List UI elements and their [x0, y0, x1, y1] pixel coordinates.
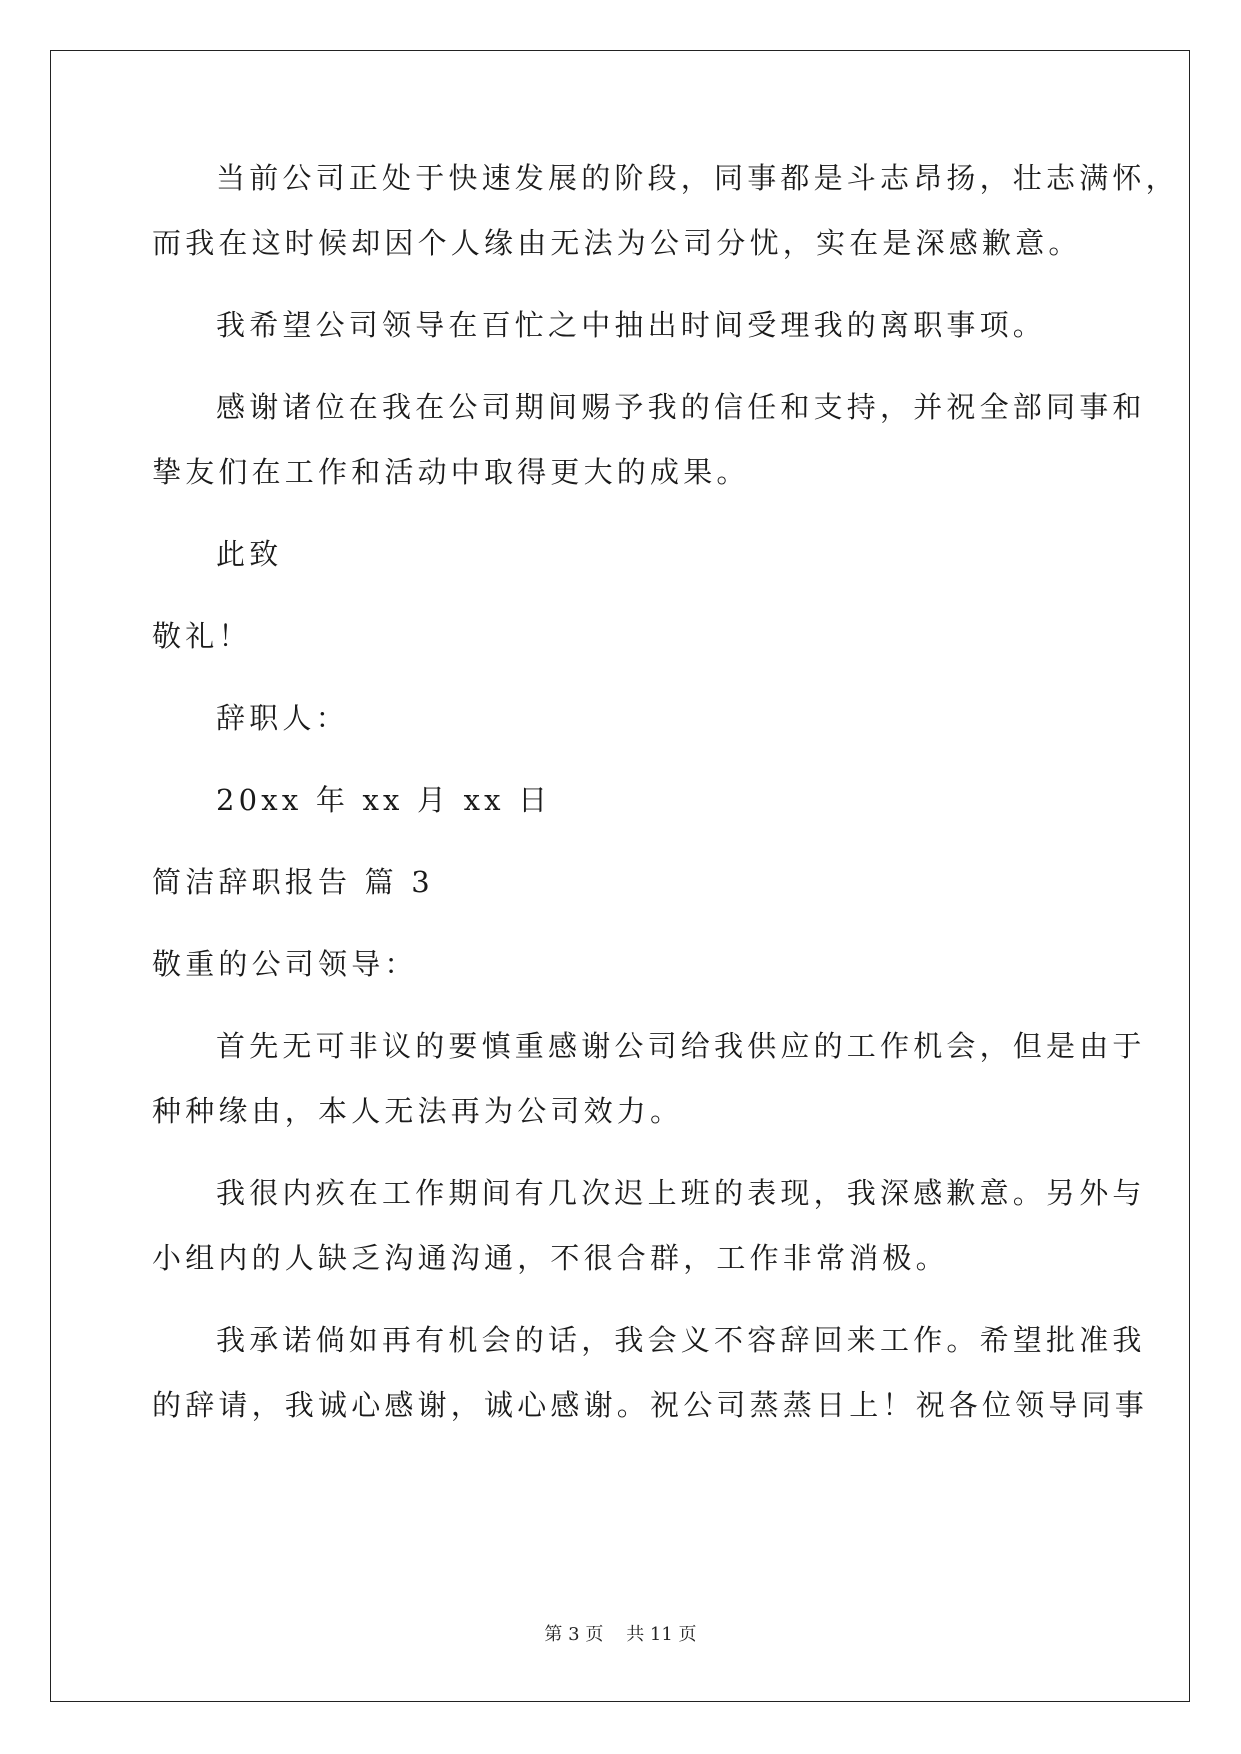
- greeting: 敬重的公司领导：: [152, 947, 418, 981]
- page-number: 第 3 页 共 11 页: [544, 1624, 697, 1645]
- paragraph-line: 种种缘由，本人无法再为公司效力。: [152, 1094, 684, 1128]
- paragraph-line: 我很内疚在工作期间有几次迟上班的表现，我深感歉意。另外与: [216, 1176, 1146, 1210]
- paragraph-line: 的辞请，我诚心感谢，诚心感谢。祝公司蒸蒸日上！祝各位领导同事: [152, 1388, 1149, 1422]
- signature-label: 辞职人：: [216, 701, 349, 735]
- paragraph-line: 挚友们在工作和活动中取得更大的成果。: [152, 455, 750, 489]
- paragraph-line: 小组内的人缺乏沟通沟通，不很合群，工作非常消极。: [152, 1241, 949, 1275]
- closing-salutation: 此致: [216, 537, 283, 571]
- paragraph-line: 首先无可非议的要慎重感谢公司给我供应的工作机会，但是由于: [216, 1029, 1146, 1063]
- paragraph-line: 而我在这时候却因个人缘由无法为公司分忧，实在是深感歉意。: [152, 226, 1082, 260]
- date-line: 20xx 年 xx 月 xx 日: [216, 783, 552, 817]
- section-heading: 简洁辞职报告 篇 3: [152, 865, 434, 899]
- paragraph-line: 感谢诸位在我在公司期间赐予我的信任和支持，并祝全部同事和: [216, 390, 1146, 424]
- paragraph-line: 我希望公司领导在百忙之中抽出时间受理我的离职事项。: [216, 308, 1047, 342]
- paragraph-line: 当前公司正处于快速发展的阶段，同事都是斗志昂扬，壮志满怀，: [216, 161, 1179, 195]
- paragraph-line: 我承诺倘如再有机会的话，我会义不容辞回来工作。希望批准我: [216, 1323, 1146, 1357]
- closing-regards: 敬礼！: [152, 619, 252, 653]
